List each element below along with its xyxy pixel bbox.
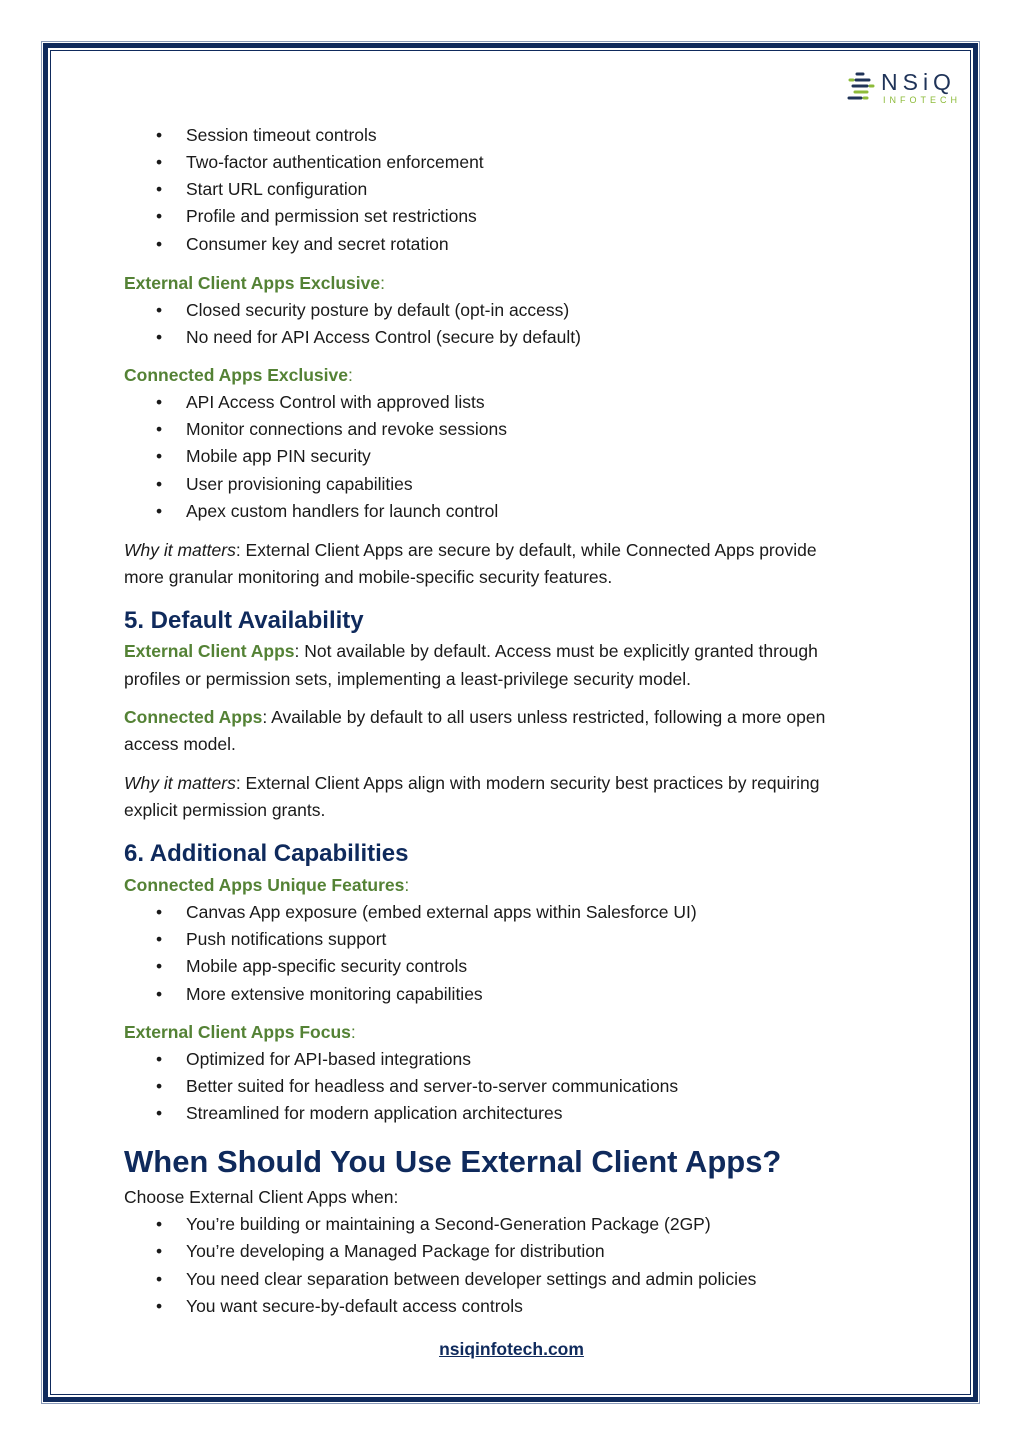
paragraph bbox=[124, 704, 825, 731]
list-item: • Push notifications support bbox=[186, 926, 386, 953]
label: Why it matters bbox=[124, 540, 236, 560]
label: External Client Apps bbox=[124, 641, 295, 661]
why-it-matters-cont: more granular monitoring and mobile-specific security features. bbox=[124, 567, 613, 587]
list-item: • Canvas App exposure (embed external apps within Salesforce UI) bbox=[186, 899, 697, 926]
list-item: • Mobile app-specific security controls bbox=[186, 953, 467, 980]
why-it-matters bbox=[124, 770, 819, 797]
paragraph-cont: profiles or permission sets, implementing a least-privilege security model. bbox=[124, 669, 692, 689]
text: : Available by default to all users unless restricted, following a more open bbox=[262, 707, 826, 727]
label: Connected Apps Exclusive bbox=[124, 365, 348, 385]
list-item: • No need for API Access Control (secure by default) bbox=[186, 324, 581, 351]
list-item: • Monitor connections and revoke sessions bbox=[186, 416, 507, 443]
colon: : bbox=[350, 1022, 356, 1042]
list-item: • Session timeout controls bbox=[186, 122, 377, 149]
label: Why it matters bbox=[124, 773, 236, 793]
paragraph-cont: access model. bbox=[124, 734, 236, 754]
text: : Not available by default. Access must be explicitly granted through bbox=[294, 641, 818, 661]
list-item: • Apex custom handlers for launch control bbox=[186, 498, 498, 525]
text: : External Client Apps are secure by default, while Connected Apps provide bbox=[235, 540, 817, 560]
list-item: • You’re building or maintaining a Second-Generation Package (2GP) bbox=[186, 1211, 711, 1238]
colon: : bbox=[380, 273, 385, 293]
list-item: • You need clear separation between developer settings and admin policies bbox=[186, 1266, 756, 1293]
list-item: • Closed security posture by default (opt-in access) bbox=[186, 297, 569, 324]
subheading bbox=[124, 1019, 356, 1046]
list-item: • User provisioning capabilities bbox=[186, 471, 413, 498]
list-item: • API Access Control with approved lists bbox=[186, 389, 485, 416]
list-item: • Better suited for headless and server-to-server communications bbox=[186, 1073, 678, 1100]
paragraph bbox=[124, 638, 818, 665]
list-item: • You’re developing a Managed Package for distribution bbox=[186, 1238, 605, 1265]
footer-website-link[interactable]: nsiqinfotech.com bbox=[439, 1339, 584, 1359]
list-item: • Consumer key and secret rotation bbox=[186, 231, 449, 258]
main-heading: When Should You Use External Client Apps? bbox=[124, 1144, 782, 1179]
section-heading: 6. Additional Capabilities bbox=[124, 840, 409, 867]
nsiq-logo bbox=[845, 68, 965, 106]
list-item: • Profile and permission set restrictions bbox=[186, 203, 477, 230]
paragraph: Choose External Client Apps when: bbox=[124, 1187, 399, 1207]
list-item: • More extensive monitoring capabilities bbox=[186, 981, 483, 1008]
list-item: • Optimized for API-based integrations bbox=[186, 1046, 471, 1073]
label: External Client Apps Exclusive bbox=[124, 273, 381, 293]
subheading-con-exclusive bbox=[124, 362, 353, 389]
label: Connected Apps bbox=[124, 707, 263, 727]
list-item: • You want secure-by-default access controls bbox=[186, 1293, 523, 1320]
section-heading: 5. Default Availability bbox=[124, 607, 364, 634]
svg-text:NSiQ: NSiQ bbox=[881, 69, 956, 95]
label: External Client Apps Focus bbox=[124, 1022, 351, 1042]
svg-text:INFOTECH: INFOTECH bbox=[883, 95, 961, 105]
text: : External Client Apps align with modern security best practices by requiring bbox=[235, 773, 820, 793]
colon: : bbox=[404, 875, 410, 895]
colon: : bbox=[348, 365, 353, 385]
subheading-ext-exclusive bbox=[124, 270, 385, 297]
subheading bbox=[124, 872, 409, 899]
why-it-matters-cont: explicit permission grants. bbox=[124, 800, 326, 820]
list-item: • Streamlined for modern application architectures bbox=[186, 1100, 562, 1127]
list-item: • Mobile app PIN security bbox=[186, 443, 371, 470]
list-item: • Two-factor authentication enforcement bbox=[186, 149, 484, 176]
why-it-matters bbox=[124, 537, 817, 564]
label: Connected Apps Unique Features bbox=[124, 875, 405, 895]
list-item: • Start URL configuration bbox=[186, 176, 367, 203]
